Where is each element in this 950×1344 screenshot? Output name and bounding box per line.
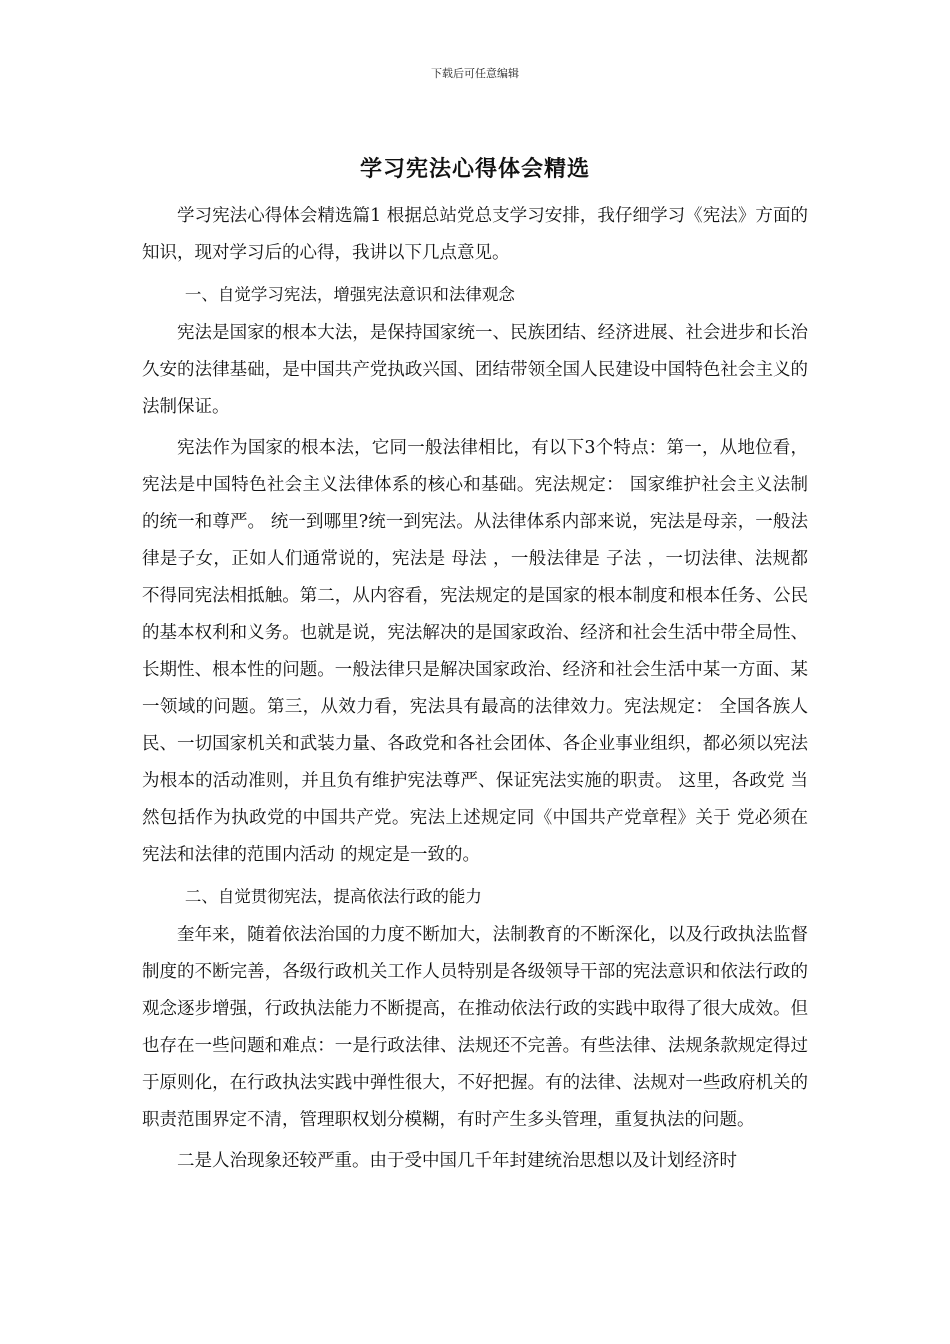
body-paragraph: 二是人治现象还较严重。由于受中国几千年封建统治思想以及计划经济时 xyxy=(177,1151,737,1171)
section-heading-1: 一、自觉学习宪法，增强宪法意识和法律观念 xyxy=(184,285,515,304)
document-body xyxy=(142,198,808,1184)
body-paragraph: 奎年来，随着依法治国的力度不断加大，法制教育的不断深化，以及行政执法监督制度的不断完善，各级行政机关工作人员特别是各级领导干部的宪法意识和依法行政的观念逐步增强，行政执法能力不断提高，在推动依法行政的实践中取得了很大成效。但也存在一些问题和难点：一是行政法律、法规还不完善。有些法律、法规条款规定得过于原则化，在行政执法实践中弹性很大，不好把握。有的法律、法规对一些政府机关的职责范围界定不清，管理职权划分模糊，有时产生多头管理，重复执法的问题。 xyxy=(142,925,808,1130)
body-paragraph: 宪法是国家的根本大法，是保持国家统一、民族团结、经济进展、社会进步和长治久安的法律基础，是中国共产党执政兴国、团结带领全国人民建设中国特色社会主义的法制保证。 xyxy=(142,323,808,417)
intro-paragraph: 学习宪法心得体会精选篇1 根据总站党总支学习安排，我仔细学习《宪法》方面的知识，现对学习后的心得，我讲以下几点意见。 xyxy=(142,206,808,263)
body-paragraph: 宪法作为国家的根本法，它同一般法律相比，有以下3个特点：第一，从地位看，宪法是中国特色社会主义法律体系的核心和基础。宪法规定： 国家维护社会主义法制的统一和尊严。 统一到哪里?统一到宪法。从法律体系内部来说，宪法是母亲，一般法律是子女，正如人们通常说的，宪法是 母法 ，一般法律是 子法 ，一切法律、法规都不得同宪法相抵触。第二，从内容看，宪法规定的是国家的根本制度和根本任务、公民的基本权利和义务。也就是说，宪法解决的是国家政治、经济和社会生活中带全局性、长期性、根本性的问题。一般法律只是解决国家政治、经济和社会生活中某一方面、某一领域的问题。第三，从效力看，宪法具有最高的法律效力。宪法规定： 全国各族人民、一切国家机关和武装力量、各政党和各社会团体、各企业事业组织，都必须以宪法为根本的活动准则，并且负有维护宪法尊严、保证宪法实施的职责。 这里，各政党 当然包括作为执政党的中国共产党。宪法上述规定同《中国共产党章程》关于 党必须在宪法和法律的范围内活动 的规定是一致的。 xyxy=(142,438,808,865)
document-title: 学习宪法心得体会精选 xyxy=(359,156,590,182)
section-heading-2: 二、自觉贯彻宪法，提高依法行政的能力 xyxy=(184,887,482,906)
header-note: 下载后可任意编辑 xyxy=(431,67,519,80)
